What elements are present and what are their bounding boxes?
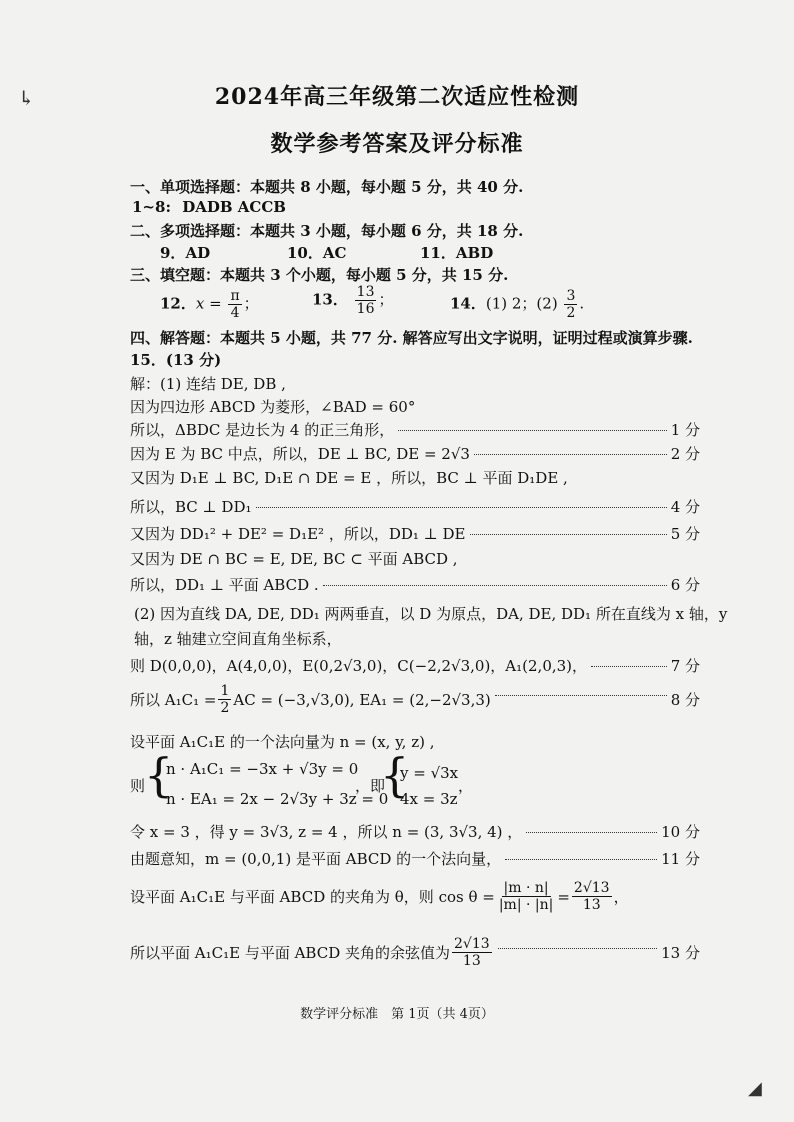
answer-13: 13． $\frac{13}{16}$ ； bbox=[312, 284, 394, 317]
system-end: ， bbox=[458, 777, 474, 795]
section4-heading: 四、解答题：本题共 5 小题，共 77 分. 解答应写出文字说明，证明过程或演算步骤. bbox=[130, 329, 693, 347]
solution-line-9: 所以，DD₁ ⊥ 平面 ABCD . 6 分 bbox=[130, 576, 700, 594]
answer-10: 10．AC bbox=[287, 244, 347, 262]
system2-eq1: y = √3x bbox=[400, 764, 459, 782]
answer-11: 11．ABD bbox=[420, 244, 494, 262]
question15-label: 15．(13 分) bbox=[130, 351, 222, 369]
score-2: 2 分 bbox=[670, 445, 700, 463]
system1-eq1: n · A₁C₁ = −3x + √3y = 0 bbox=[166, 760, 359, 778]
solution-line-10: (2) 因为直线 DA, DE, DD₁ 两两垂直，以 D 为原点，DA, DE, DD₁ 所在直线为 x 轴，y bbox=[134, 605, 728, 623]
answer-14: 14．(1) 2；(2) $\frac{3}{2}$ . bbox=[450, 288, 585, 321]
solution-line-19: 所以平面 A₁C₁E 与平面 ABCD 夹角的余弦值为 $\frac{2√13}{13}$ 13 分 bbox=[130, 936, 700, 969]
score-8: 8 分 bbox=[670, 691, 700, 709]
section1-answers-label: 1~8: bbox=[132, 198, 171, 216]
brace-left-1: { bbox=[144, 748, 174, 802]
solution-line-11: 轴，z 轴建立空间直角坐标系， bbox=[134, 630, 342, 648]
solution-line-6: 所以，BC ⊥ DD₁ 4 分 bbox=[130, 498, 700, 516]
section1-answers bbox=[132, 198, 286, 216]
section2-heading: 二、多项选择题：本题共 3 小题，每小题 6 分，共 18 分. bbox=[130, 222, 524, 240]
system-prefix: 则 bbox=[130, 777, 146, 795]
solution-line-17: 由题意知，m = (0,0,1) 是平面 ABCD 的一个法向量， 11 分 bbox=[130, 850, 700, 868]
corner-mark: ◢ bbox=[748, 1078, 762, 1099]
solution-line-16: 令 x = 3 ，得 y = 3√3, z = 4 ，所以 n = (3, 3√3, 4) ， 10 分 bbox=[130, 823, 700, 841]
section3-heading: 三、填空题：本题共 3 个小题，每小题 5 分，共 15 分. bbox=[130, 266, 509, 284]
solution-line-3: 所以，ΔBDC 是边长为 4 的正三角形， 1 分 bbox=[130, 421, 700, 439]
page-title: 2024年高三年级第二次适应性检测 bbox=[214, 84, 580, 110]
system2-eq2: 4x = 3z bbox=[400, 790, 458, 808]
solution-line-18: 设平面 A₁C₁E 与平面 ABCD 的夹角为 θ，则 cos θ = $\frac{|m \cdot n|}{|m| \cdot |n|}$ = $\frac{2√13}{13}$ ， bbox=[130, 880, 629, 913]
score-11: 11 分 bbox=[661, 850, 700, 868]
score-10: 10 分 bbox=[661, 823, 700, 841]
score-5: 5 分 bbox=[670, 525, 700, 543]
solution-line-13: 所以 A₁C₁ = $\frac{1}{2}$ AC = (−3,√3,0), EA₁ = (2,−2√3,3) 8 分 bbox=[130, 683, 700, 716]
solution-line-5: 又因为 D₁E ⊥ BC, D₁E ∩ DE = E ，所以，BC ⊥ 平面 D₁DE , bbox=[130, 469, 568, 487]
score-1: 1 分 bbox=[670, 421, 700, 439]
solution-line-1: 解：(1) 连结 DE, DB , bbox=[130, 375, 286, 393]
pen-mark: ↳ bbox=[18, 86, 35, 110]
system-mid: ，即 bbox=[355, 777, 386, 795]
brace-left-2: { bbox=[380, 748, 410, 802]
score-4: 4 分 bbox=[670, 498, 700, 516]
solution-line-2: 因为四边形 ABCD 为菱形，∠BAD = 60° bbox=[130, 398, 416, 416]
answer-12: 12．x = $\frac{\pi}{4}$ ； bbox=[160, 288, 259, 321]
solution-line-4: 因为 E 为 BC 中点，所以，DE ⊥ BC, DE = 2√3 2 分 bbox=[130, 445, 700, 463]
score-7: 7 分 bbox=[670, 657, 700, 675]
score-13: 13 分 bbox=[661, 944, 700, 962]
page-footer: 数学评分标准 第 1页（共 4页） bbox=[300, 1007, 494, 1022]
solution-line-12: 则 D(0,0,0)，A(4,0,0)，E(0,2√3,0)，C(−2,2√3,0)，A₁(2,0,3)， 7 分 bbox=[130, 657, 700, 675]
system1-eq2: n · EA₁ = 2x − 2√3y + 3z = 0 bbox=[166, 790, 389, 808]
answer-9: 9．AD bbox=[160, 244, 211, 262]
page-subtitle: 数学参考答案及评分标准 bbox=[270, 131, 524, 157]
solution-line-8: 又因为 DE ∩ BC = E, DE, BC ⊂ 平面 ABCD , bbox=[130, 550, 458, 568]
solution-line-14: 设平面 A₁C₁E 的一个法向量为 n = (x, y, z) , bbox=[130, 733, 435, 751]
section1-answers-value: DADB ACCB bbox=[182, 198, 286, 216]
score-6: 6 分 bbox=[670, 576, 700, 594]
section1-heading: 一、单项选择题：本题共 8 小题，每小题 5 分，共 40 分. bbox=[130, 178, 524, 196]
solution-line-7: 又因为 DD₁² + DE² = D₁E² ，所以，DD₁ ⊥ DE 5 分 bbox=[130, 525, 700, 543]
